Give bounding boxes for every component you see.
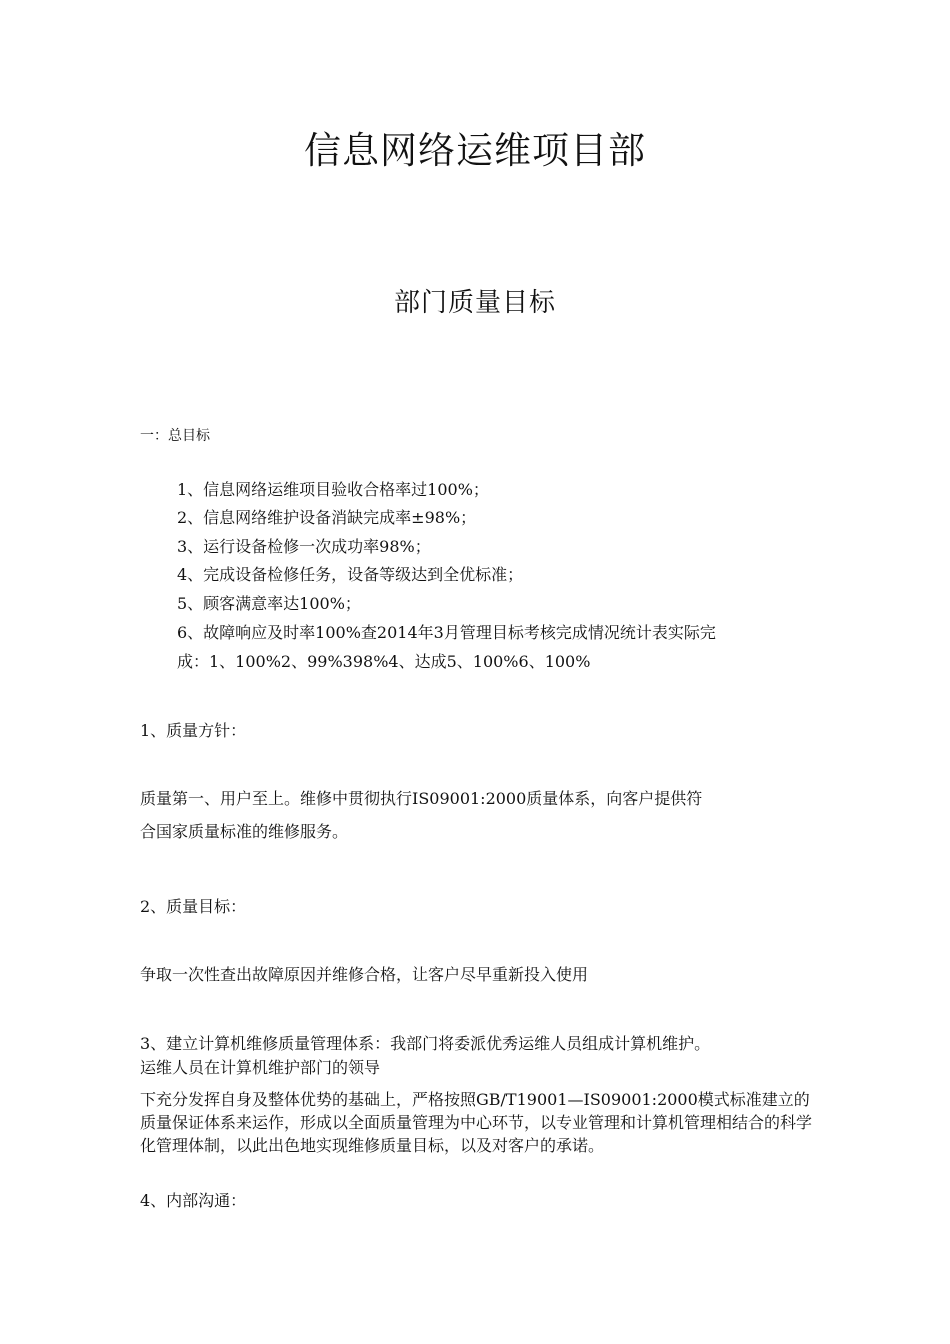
policy-heading: 1、质量方针： — [140, 721, 247, 740]
goal-item-6-continued: 成：1、100%2、99%398%4、达成5、100%6、100% — [177, 652, 591, 671]
target-heading: 2、质量目标： — [140, 897, 247, 916]
goal-item-2: 2、信息网络维护设备消缺完成率±98%； — [177, 508, 477, 527]
section-overall-heading: 一：总目标 — [140, 428, 210, 444]
goal-item-6: 6、故障响应及时率100%查2014年3月管理目标考核完成情况统计表实际完 — [177, 623, 716, 642]
goal-item-4: 4、完成设备检修任务，设备等级达到全优标准； — [177, 565, 524, 584]
document-subtitle: 部门质量目标 — [393, 288, 556, 318]
policy-text-line-2: 合国家质量标准的维修服务。 — [140, 822, 349, 841]
system-text-line-1: 3、建立计算机维修质量管理体系：我部门将委派优秀运维人员组成计算机维护。 — [140, 1034, 711, 1053]
goal-item-5: 5、顾客满意率达100%； — [177, 594, 361, 613]
communication-heading: 4、内部沟通： — [140, 1191, 247, 1210]
system-text-line-2: 运维人员在计算机维护部门的领导 — [140, 1058, 381, 1077]
policy-text-line-1: 质量第一、用户至上。维修中贯彻执行IS09001:2000质量体系，向客户提供符 — [140, 789, 703, 808]
system-paragraph: 下充分发挥自身及整体优势的基础上，严格按照GB/T19001—IS09001:2000模式标准建立的质量保证体系来运作，形成以全面质量管理为中心环节，以专业管理和计算机管理相结合的科学化管理体制，以此出色地实现维修质量目标，以及对客户的承诺。 — [140, 1090, 813, 1155]
goal-item-3: 3、运行设备检修一次成功率98%； — [177, 537, 431, 556]
target-text: 争取一次性查出故障原因并维修合格，让客户尽早重新投入使用 — [140, 965, 589, 984]
document-title: 信息网络运维项目部 — [304, 129, 646, 172]
goal-item-1: 1、信息网络运维项目验收合格率过100%； — [177, 480, 489, 499]
